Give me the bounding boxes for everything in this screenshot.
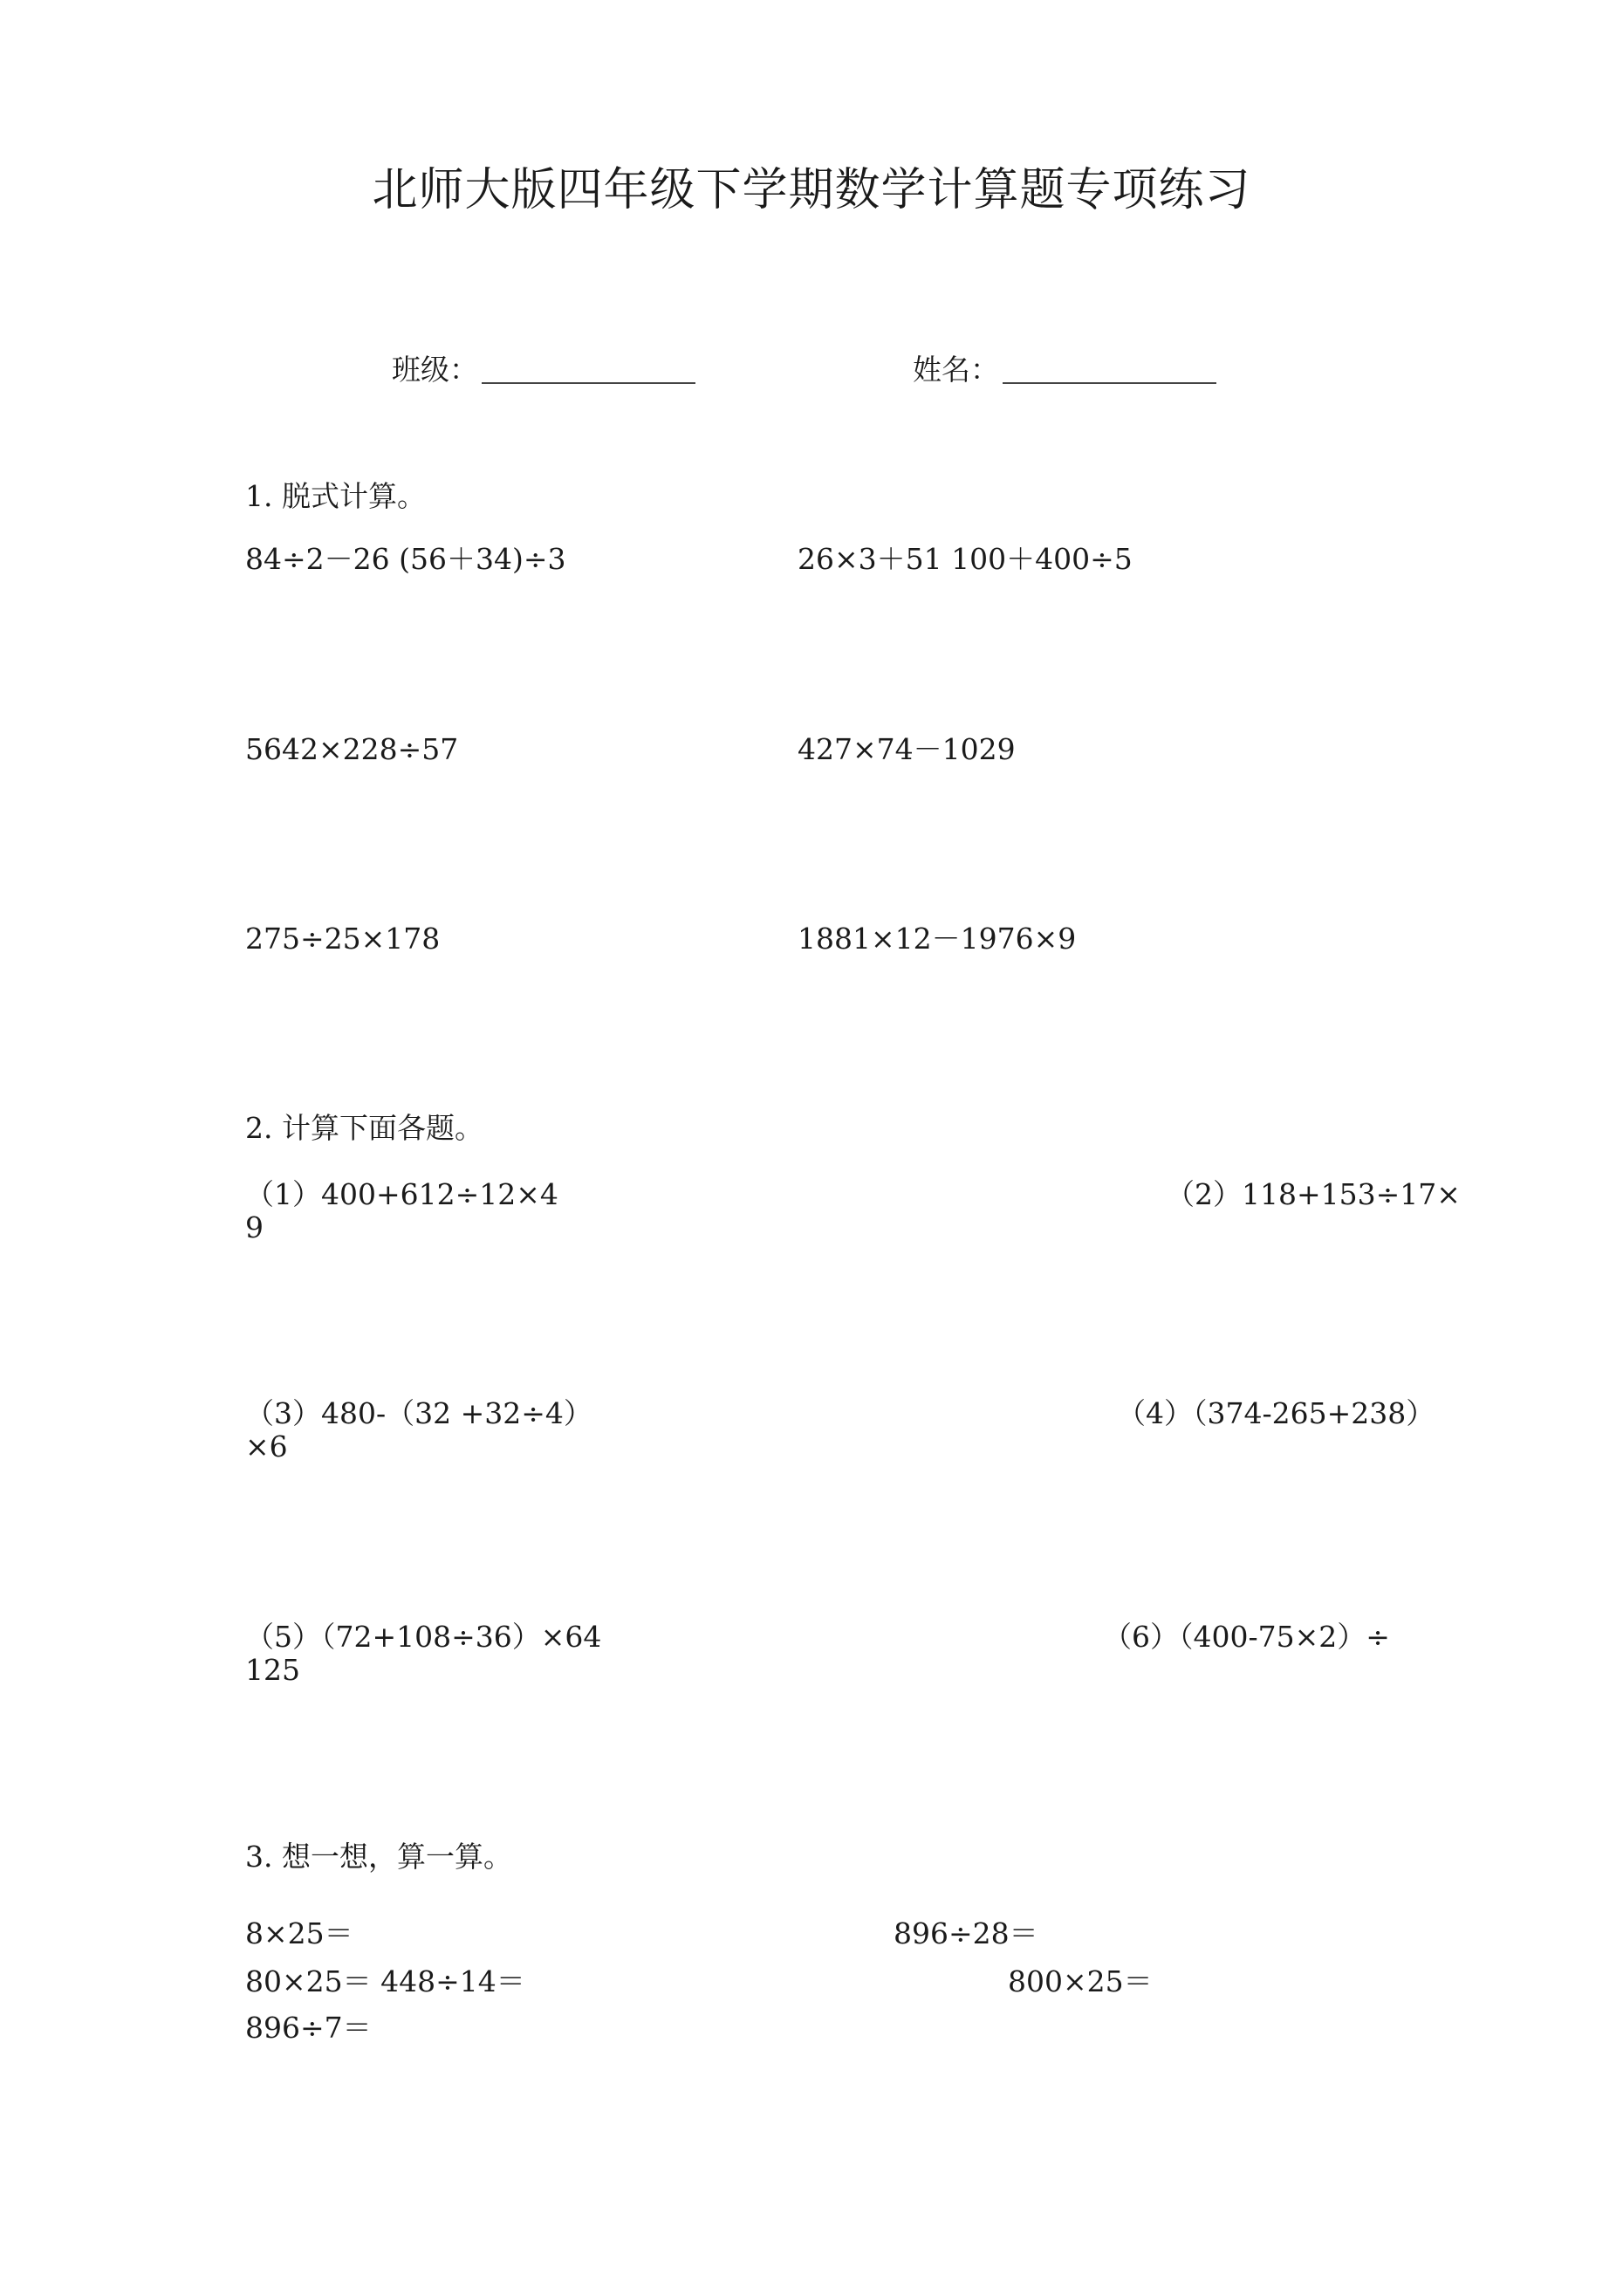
s1-row2-left: 5642×228÷57 xyxy=(245,732,459,766)
s2-item3-line1: （3）480-（32 +32÷4） xyxy=(245,1396,592,1430)
s2-item1-line2: 9 xyxy=(245,1210,264,1244)
page-title: 北师大版四年级下学期数学计算题专项练习 xyxy=(372,164,1251,216)
s2-item4: （4）（374-265+238） xyxy=(1117,1396,1435,1430)
s1-row1-left: 84÷2－26 (56＋34)÷3 xyxy=(245,542,566,576)
s2-item3-line2: ×6 xyxy=(245,1429,288,1463)
s3-line1-right: 896÷28＝ xyxy=(894,1916,1038,1950)
section1-heading: 1. 脱式计算。 xyxy=(245,479,426,513)
class-field[interactable] xyxy=(392,353,695,387)
s3-line2-left: 80×25＝ 448÷14＝ xyxy=(245,1964,525,1998)
class-blank[interactable] xyxy=(482,353,695,384)
s1-row2-right: 427×74－1029 xyxy=(798,732,1016,766)
s2-item5-line2: 125 xyxy=(245,1653,300,1687)
s1-row3-left: 275÷25×178 xyxy=(245,922,441,956)
section2-heading: 2. 计算下面各题。 xyxy=(245,1111,483,1145)
class-label: 班级： xyxy=(392,353,478,387)
s2-item6: （6）（400-75×2）÷ xyxy=(1103,1620,1390,1654)
s2-item1-line1: （1）400+612÷12×4 xyxy=(245,1177,558,1211)
s3-line1-left: 8×25＝ xyxy=(245,1916,353,1950)
s1-row3-right: 1881×12－1976×9 xyxy=(798,922,1077,956)
name-label: 姓名： xyxy=(913,353,999,387)
name-blank[interactable] xyxy=(1003,353,1216,384)
s1-row1-right: 26×3＋51 100＋400÷5 xyxy=(798,542,1133,576)
s3-line2-right: 800×25＝ xyxy=(1008,1964,1153,1998)
name-field[interactable] xyxy=(913,353,1216,387)
section3-heading: 3. 想一想，算一算。 xyxy=(245,1840,512,1874)
s3-line3-left: 896÷7＝ xyxy=(245,2011,372,2045)
s2-item2: （2）118+153÷17× xyxy=(1166,1177,1461,1211)
s2-item5-line1: （5）（72+108÷36）×64 xyxy=(245,1620,602,1654)
